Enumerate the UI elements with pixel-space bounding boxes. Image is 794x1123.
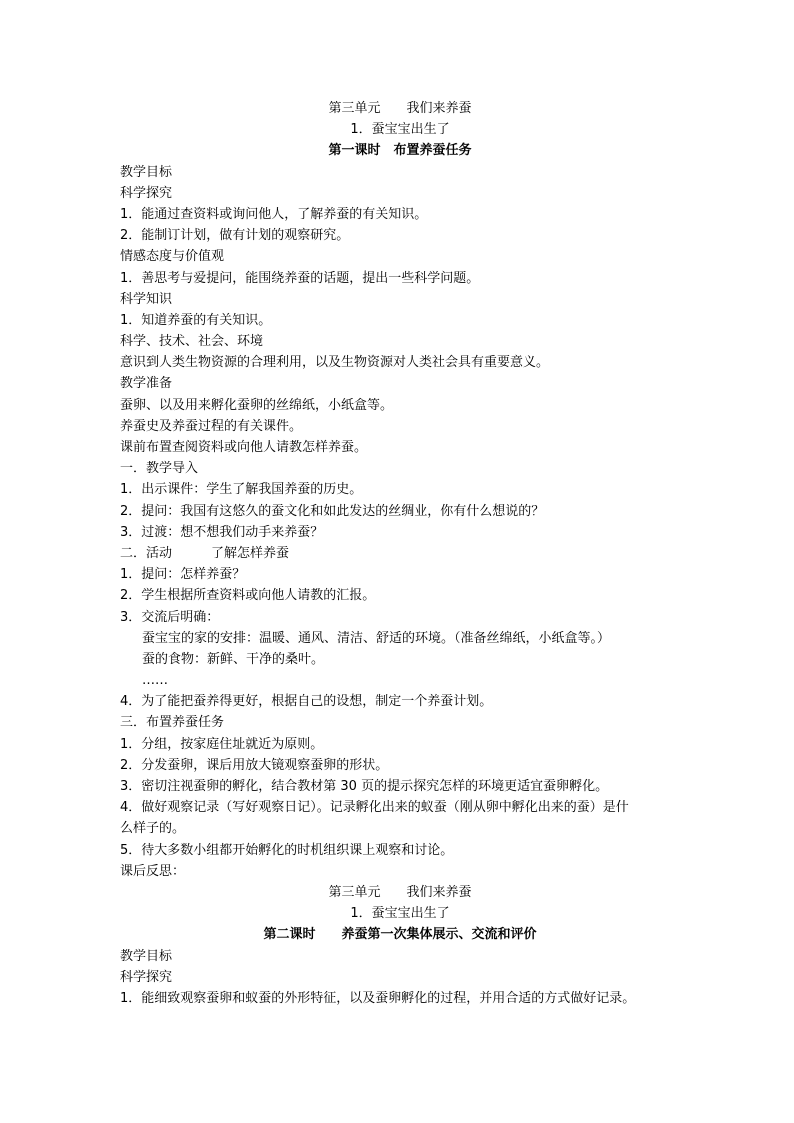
- text-line: 三．布置养蚕任务: [120, 715, 225, 731]
- text-line: 意识到人类生物资源的合理利用，以及生物资源对人类社会具有重要意义。: [120, 355, 550, 371]
- text-line: 1．出示课件：学生了解我国养蚕的历史。: [120, 482, 363, 498]
- indented-text-line: ……: [142, 673, 168, 689]
- indented-text-line: 蚕的食物：新鲜、干净的桑叶。: [142, 651, 325, 667]
- text-line: 科学、技术、社会、环境: [120, 334, 264, 350]
- text-line: 5．待大多数小组都开始孵化的时机组织课上观察和讨论。: [120, 842, 454, 858]
- text-line: 1．能通过查资料或询问他人，了解养蚕的有关知识。: [120, 206, 428, 222]
- text-line: 1．善思考与爱提问，能围绕养蚕的话题，提出一些科学问题。: [120, 270, 480, 286]
- text-line: 3．过渡：想不想我们动手来养蚕？: [120, 524, 324, 540]
- text-line: 养蚕史及养蚕过程的有关课件。: [120, 418, 303, 434]
- unit-title: 第三单元 我们来养蚕: [328, 101, 472, 116]
- lesson-subtitle: 1．蚕宝宝出生了: [350, 906, 450, 922]
- text-line: 2．能制订计划，做有计划的观察研究。: [120, 228, 350, 244]
- text-line: 教学目标: [120, 948, 173, 964]
- text-line: 4．为了能把蚕养得更好，根据自己的设想，制定一个养蚕计划。: [120, 694, 493, 710]
- lesson-title: 第二课时 养蚕第一次集体展示、交流和评价: [263, 927, 537, 943]
- text-line: 教学准备: [120, 376, 173, 392]
- text-line: 教学目标: [120, 164, 173, 180]
- text-line: 蚕卵、以及用来孵化蚕卵的丝绵纸，小纸盒等。: [120, 397, 394, 413]
- text-line: 二．活动 了解怎样养蚕: [120, 545, 290, 561]
- text-line: 一．教学导入: [120, 461, 199, 477]
- text-line: 2．分发蚕卵，课后用放大镜观察蚕卵的形状。: [120, 757, 389, 773]
- text-line: 3．密切注视蚕卵的孵化，结合教材第 30 页的提示探究怎样的环境更适宜蚕卵孵化。: [120, 779, 609, 794]
- text-line: 4．做好观察记录（写好观察日记）。记录孵化出来的蚁蚕（刚从卵中孵化出来的蚕）是什: [120, 800, 629, 816]
- text-line: 科学探究: [120, 969, 173, 985]
- text-line: 1．知道养蚕的有关知识。: [120, 312, 272, 328]
- text-line: 2．学生根据所查资料或向他人请教的汇报。: [120, 588, 376, 604]
- text-line: 科学探究: [120, 185, 173, 201]
- lesson-subtitle: 1．蚕宝宝出生了: [350, 122, 450, 138]
- indented-text-line: 蚕宝宝的家的安排：温暖、通风、清洁、舒适的环境。（准备丝绵纸，小纸盒等。）: [142, 630, 611, 646]
- text-line: 情感态度与价值观: [120, 249, 225, 265]
- text-line: 1．提问：怎样养蚕？: [120, 567, 246, 583]
- text-line: 么样子的。: [120, 821, 186, 837]
- text-line: 2．提问：我国有这悠久的蚕文化和如此发达的丝绸业，你有什么想说的？: [120, 503, 545, 519]
- text-line: 3．交流后明确：: [120, 609, 220, 625]
- text-line: 科学知识: [120, 291, 173, 307]
- text-line: 1．能细致观察蚕卵和蚁蚕的外形特征，以及蚕卵孵化的过程，并用合适的方式做好记录。: [120, 990, 636, 1006]
- text-line: 课后反思：: [120, 863, 186, 879]
- text-line: 课前布置查阅资料或向他人请教怎样养蚕。: [120, 440, 368, 455]
- document-page: [120, 98, 680, 1009]
- lesson-title: 第一课时 布置养蚕任务: [328, 143, 472, 159]
- text-line: 1．分组，按家庭住址就近为原则。: [120, 736, 324, 752]
- unit-title: 第三单元 我们来养蚕: [328, 884, 472, 900]
